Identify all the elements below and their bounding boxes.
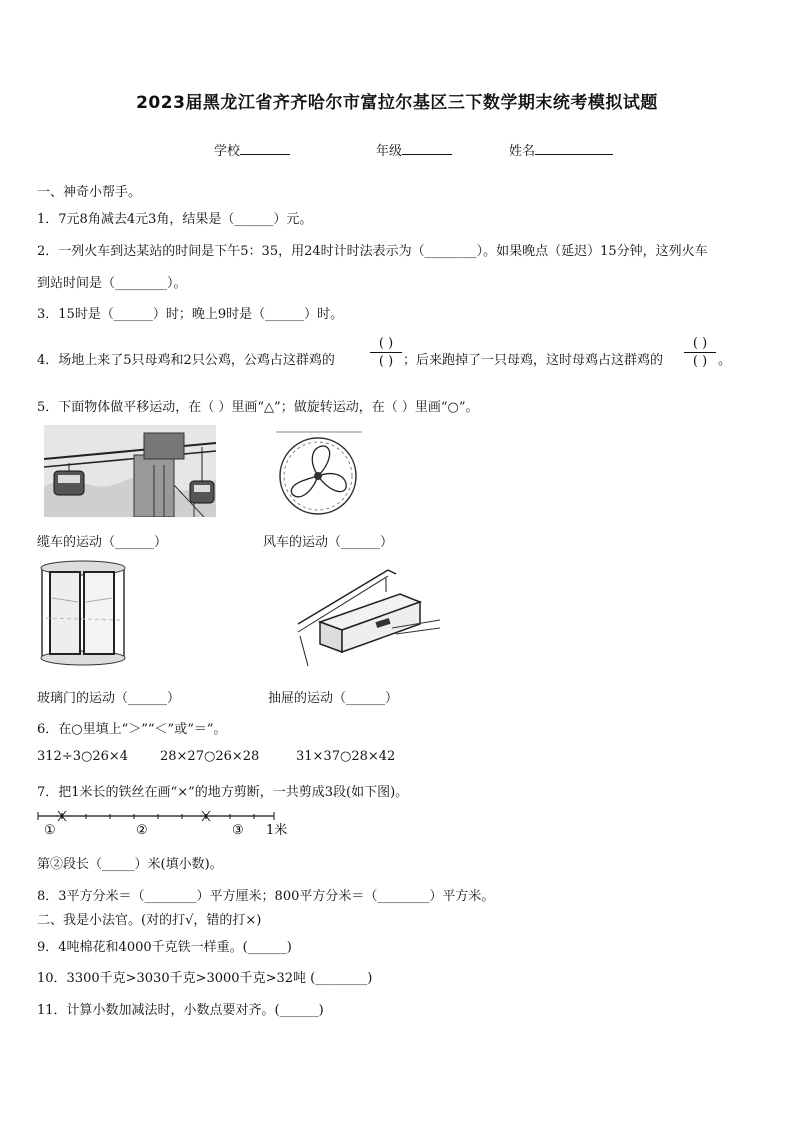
fraction-2 <box>684 336 716 369</box>
question-4-part-3: 。 <box>718 353 732 368</box>
caption-glass-door: 玻璃门的运动（______） <box>37 691 181 706</box>
question-11: 11．计算小数加减法时，小数点要对齐。(______) <box>37 1003 324 1018</box>
section-heading-2: 二、我是小法官。(对的打√，错的打×) <box>37 913 262 928</box>
caption-cable-car: 缆车的运动（______） <box>37 535 168 550</box>
grade-blank[interactable] <box>402 142 452 155</box>
question-4-part-1: 4．场地上来了5只母鸡和2只公鸡，公鸡占这群鸡的 <box>37 353 335 368</box>
question-6: 6．在○里填上“＞”“＜”或“＝”。 <box>37 722 227 737</box>
section-heading-1: 一、神奇小帮手。 <box>37 185 142 200</box>
segment-label-1: ① <box>44 823 56 838</box>
fraction-1-numerator[interactable]: ( ) <box>378 336 394 351</box>
question-2-line-2: 到站时间是（________）。 <box>37 276 187 291</box>
question-1: 1．7元8角减去4元3角，结果是（______）元。 <box>37 212 313 227</box>
grade-label: 年级 <box>376 144 403 159</box>
revolving-door-picture <box>38 558 128 668</box>
question-3: 3．15时是（______）时；晚上9时是（______）时。 <box>37 307 344 322</box>
question-5: 5．下面物体做平移运动，在（ ）里画“△”；做旋转运动，在（ ）里画“○”。 <box>37 400 479 415</box>
question-9: 9．4吨棉花和4000千克铁一样重。(______) <box>37 940 292 955</box>
fraction-2-numerator[interactable]: ( ) <box>692 336 708 351</box>
cable-car-picture <box>44 425 216 517</box>
caption-drawer: 抽屉的运动（______） <box>268 691 399 706</box>
name-blank[interactable] <box>535 142 613 155</box>
question-8: 8．3平方分米＝（________）平方厘米；800平方分米＝（________）平方米。 <box>37 889 495 904</box>
school-label: 学校 <box>214 144 241 159</box>
question-4-part-2: ；后来跑掉了一只母鸡，这时母鸡占这群鸡的 <box>403 353 664 368</box>
ruler-end-label: 1米 <box>266 823 288 838</box>
name-label: 姓名 <box>509 144 536 159</box>
drawer-picture <box>296 562 442 668</box>
comparison-3: 31×37○28×42 <box>296 749 396 764</box>
fraction-2-denominator[interactable]: ( ) <box>692 354 708 369</box>
caption-fan: 风车的运动（______） <box>263 535 394 550</box>
school-blank[interactable] <box>240 142 290 155</box>
segment-label-3: ③ <box>232 823 244 838</box>
school-field <box>214 140 290 159</box>
question-7-answer: 第②段长（_____）米(填小数)。 <box>37 857 223 872</box>
segment-label-2: ② <box>136 823 148 838</box>
grade-field <box>376 140 452 159</box>
fraction-1 <box>370 336 402 369</box>
name-field <box>509 140 613 159</box>
question-2-line-1: 2．一列火车到达某站的时间是下午5：35，用24时计时法表示为（________）。如果晚点（延迟）15分钟，这列火车 <box>37 244 708 259</box>
fraction-1-denominator[interactable]: ( ) <box>378 354 394 369</box>
comparison-1: 312÷3○26×4 <box>37 749 129 764</box>
wire-ruler-diagram <box>36 810 296 838</box>
question-10: 10．3300千克>3030千克>3000千克>32吨 (________) <box>37 971 373 986</box>
page-title: 2023届黑龙江省齐齐哈尔市富拉尔基区三下数学期末统考模拟试题 <box>136 93 658 113</box>
question-7: 7．把1米长的铁丝在画“×”的地方剪断，一共剪成3段(如下图)。 <box>37 785 409 800</box>
pinwheel-fan-picture <box>272 430 364 516</box>
comparison-2: 28×27○26×28 <box>160 749 260 764</box>
